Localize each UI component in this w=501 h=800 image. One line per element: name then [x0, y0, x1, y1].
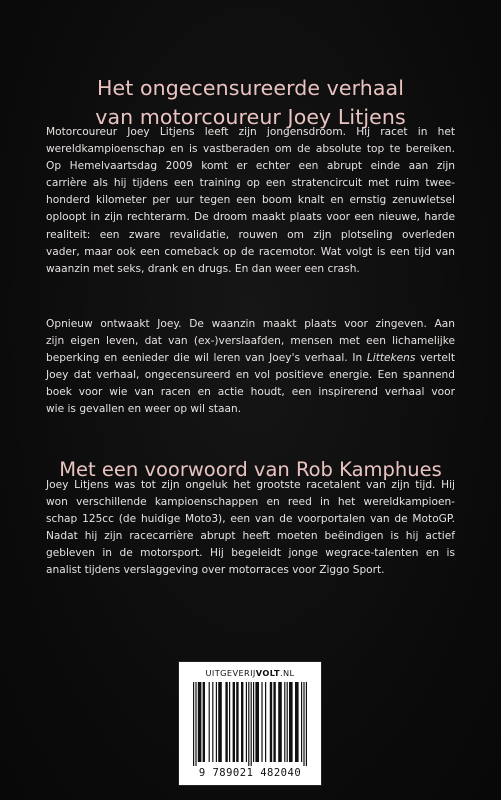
barcode-bar	[195, 682, 196, 766]
barcode-bar	[246, 682, 247, 762]
barcode-bar	[273, 682, 275, 762]
barcode-bar	[225, 682, 227, 762]
text-fragment: vertelt	[415, 352, 455, 365]
barcode-bar	[212, 682, 213, 762]
publisher-name	[179, 668, 321, 678]
text-line: boek voor wie van racen en actie houdt, een inspirerend verhaal voor	[46, 386, 455, 399]
isbn-barcode-label	[178, 661, 322, 786]
barcode-bar	[251, 682, 252, 766]
barcode-bar	[278, 682, 282, 762]
text-line: carrière als hij tijdens een training op een stratencircuit met ruim twee-	[46, 177, 455, 190]
barcode-bar	[203, 682, 205, 762]
text-line: zijn eigen leven, dat van (ex-)verslaafden, mensen met een lichamelijke	[46, 335, 455, 348]
barcode-bar	[301, 682, 302, 762]
text-line: waanzin met seks, drank en drugs. En dan weer een crash.	[46, 262, 360, 275]
publisher-prefix: UITGEVERIJ	[205, 668, 256, 678]
barcode-bar	[209, 682, 210, 762]
barcode-bar	[253, 682, 254, 762]
text-line: Motorcoureur Joey Litjens leeft zijn jongensdroom. Hij racet in het	[46, 126, 455, 138]
title-line-2: van motorcoureur Joey Litjens	[95, 104, 406, 129]
publisher-bold: VOLT	[255, 668, 280, 678]
barcode-bar	[265, 682, 266, 762]
text-line: Joey Litjens was tot zijn ongeluk het grootste racetalent van zijn tijd. Hij	[46, 479, 455, 491]
barcode-bar	[303, 682, 304, 766]
text-line: wie is gevallen en weer op wil staan.	[46, 403, 242, 416]
barcode-bar	[295, 682, 299, 762]
barcode-bar	[236, 682, 238, 762]
book-title-italic: Littekens	[366, 352, 416, 365]
barcode-bar	[261, 682, 262, 762]
text-line: Op Hemelvaartsdag 2009 komt er echter een abrupt einde aan zijn	[46, 160, 455, 173]
text-line: wereldkampioenschap en is vastberaden om de absolute top te bereiken.	[46, 143, 455, 156]
barcode-bar	[198, 682, 202, 762]
text-line: analist tijdens verslaggeving over motorraces voor Ziggo Sport.	[46, 564, 385, 577]
text-line: realiteit: een zware revalidatie, rouwen om zijn plotseling overleden	[46, 228, 455, 241]
barcode-bar	[289, 682, 293, 762]
title-line-1: Het ongecensureerde verhaal	[96, 75, 405, 100]
barcode-bar	[270, 682, 272, 762]
barcode-bar	[193, 682, 194, 766]
barcode-bar	[255, 682, 259, 762]
blurb-paragraph-1	[46, 124, 455, 278]
text-line: Opnieuw ontwaakt Joey. De waanzin maakt plaats voor zingeven. Aan	[46, 318, 455, 330]
barcode-bar	[287, 682, 288, 762]
barcode-bar	[229, 682, 230, 762]
text-line: gebleven in de motorsport. Hij begeleidt jonge wegrace-talenten en is	[46, 547, 455, 560]
barcode-bar	[218, 682, 222, 762]
barcode-bar	[284, 682, 285, 762]
author-bio-paragraph	[46, 477, 455, 580]
text-line: oploopt in zijn rechterarm. De droom maakt plaats voor een nieuwe, harde	[46, 211, 455, 224]
text-line	[46, 350, 455, 367]
barcode-bar	[233, 682, 235, 762]
barcode-bar	[306, 682, 307, 766]
text-line: Nadat hij zijn racecarrière abrupt heeft moeten beëindigen is hij actief	[46, 530, 455, 543]
text-line: won verschillende kampioenschappen en reed in het wereldkampioen-	[46, 496, 455, 509]
text-line: schap 125cc (de huidige Moto3), een van de voorportalen van de MotoGP.	[46, 513, 455, 526]
text-line: honderd kilometer per uur tegen een boom knalt en ernstig zenuwletsel	[46, 194, 455, 207]
text-line: vader, maar ook een comeback op de racemotor. Wat volgt is een tijd van	[46, 245, 455, 258]
isbn-number: 9 789021 482040	[198, 767, 302, 779]
publisher-suffix: .NL	[279, 668, 295, 678]
barcode-bar	[241, 682, 243, 762]
barcode-icon	[193, 682, 307, 766]
barcode-bar	[216, 682, 217, 762]
blurb-paragraph-2	[46, 316, 455, 419]
text-fragment: beperking en eenieder die wil leren van Joey's verhaal. In	[46, 352, 367, 365]
foreword-heading: Met een voorwoord van Rob Kamphues	[59, 458, 442, 482]
text-line: Joey dat verhaal, ongecensureerd en vol positieve energie. Een spannend	[46, 369, 455, 382]
barcode-bar	[248, 682, 249, 766]
